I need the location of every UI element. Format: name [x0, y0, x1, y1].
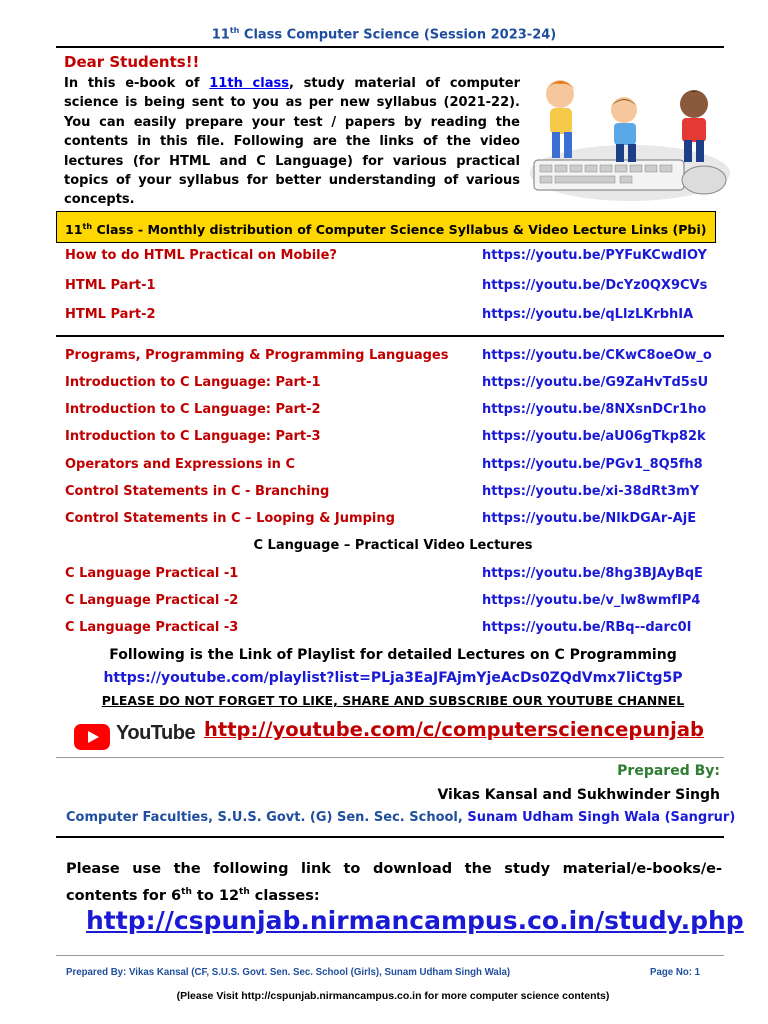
- lecture-title: Control Statements in C – Looping & Jumping: [65, 511, 395, 526]
- lecture-link[interactable]: https://youtu.be/8hg3BJAyBqE: [482, 566, 703, 581]
- subscribe-note: PLEASE DO NOT FORGET TO LIKE, SHARE AND SUBSCRIBE OUR YOUTUBE CHANNEL: [101, 693, 685, 708]
- channel-divider: [56, 757, 724, 758]
- page-header-title: 11th Class Computer Science (Session 2023-24): [211, 26, 557, 43]
- lecture-title: Introduction to C Language: Part-3: [65, 429, 321, 444]
- lecture-title: C Language Practical -3: [65, 620, 239, 635]
- lecture-link[interactable]: https://youtu.be/PYFuKCwdIOY: [482, 248, 707, 263]
- study-material-link[interactable]: http://cspunjab.nirmancampus.co.in/study.php: [86, 906, 744, 935]
- footer-divider: [56, 955, 724, 956]
- channel-link[interactable]: http://youtube.com/c/computersciencepunjab: [204, 718, 704, 741]
- playlist-link[interactable]: https://youtube.com/playlist?list=PLja3EaJFAjmYjeAcDs0ZQdVmx7liCtg5P: [103, 670, 683, 686]
- practical-heading: C Language – Practical Video Lectures: [253, 538, 533, 553]
- lecture-link[interactable]: https://youtu.be/qLlzLKrbhIA: [482, 307, 694, 322]
- eleventh-class-link[interactable]: 11th class: [209, 76, 289, 91]
- intro-paragraph: In this e-book of 11th class, study material of computer science is being sent to you as per new syllabus (2021-22). You can easily prepare your test / papers by reading the contents in this file. Following are the links of the video lectures (for HTML and C Language) for various practical topics of your syllabus for better understanding of various concepts.: [64, 76, 521, 208]
- lecture-link[interactable]: https://youtu.be/RBq--darc0I: [482, 620, 692, 635]
- lecture-link[interactable]: https://youtu.be/CKwC8oeOw_o: [482, 348, 712, 363]
- lecture-link[interactable]: https://youtu.be/aU06gTkp82k: [482, 429, 706, 444]
- lecture-title: C Language Practical -1: [65, 566, 239, 581]
- lecture-title: How to do HTML Practical on Mobile?: [65, 248, 337, 263]
- youtube-logo-text: YouTube: [116, 722, 196, 744]
- lecture-link[interactable]: https://youtu.be/8NXsnDCr1ho: [482, 402, 707, 417]
- lecture-title: HTML Part-2: [65, 307, 156, 322]
- faculty-divider: [56, 836, 724, 838]
- lecture-title: HTML Part-1: [65, 278, 156, 293]
- syllabus-banner: 11th Class - Monthly distribution of Computer Science Syllabus & Video Lecture Links (Pbi): [56, 211, 716, 243]
- lecture-title: Programs, Programming & Programming Languages: [65, 348, 449, 363]
- lecture-title: Operators and Expressions in C: [65, 457, 295, 472]
- greeting: Dear Students!!: [64, 53, 200, 71]
- faculty-info: Computer Faculties, S.U.S. Govt. (G) Sen. Sec. School, Sunam Udham Singh Wala (Sangrur): [66, 810, 736, 825]
- prepared-by-label: Prepared By:: [617, 763, 720, 779]
- youtube-play-icon: [74, 724, 110, 750]
- lecture-title: C Language Practical -2: [65, 593, 239, 608]
- lecture-title: Introduction to C Language: Part-2: [65, 402, 321, 417]
- lecture-link[interactable]: https://youtu.be/DcYz0QX9CVs: [482, 278, 708, 293]
- footer-visit-note: (Please Visit http://cspunjab.nirmancampus.co.in for more computer science contents): [176, 990, 610, 1002]
- page-number: Page No: 1: [650, 967, 701, 978]
- lecture-title: Control Statements in C - Branching: [65, 484, 330, 499]
- playlist-heading: Following is the Link of Playlist for detailed Lectures on C Programming: [109, 647, 677, 663]
- header-divider: [56, 46, 724, 48]
- author-names: Vikas Kansal and Sukhwinder Singh: [437, 787, 720, 803]
- lecture-link[interactable]: https://youtu.be/xi-38dRt3mY: [482, 484, 700, 499]
- lecture-title: Introduction to C Language: Part-1: [65, 375, 321, 390]
- download-instruction: Please use the following link to download the study material/e-books/e-contents for 6th to 12th classes:: [66, 861, 722, 904]
- footer-prepared-by: Prepared By: Vikas Kansal (CF, S.U.S. Govt. Sen. Sec. School (Girls), Sunam Udham Singh Wala): [66, 967, 511, 978]
- lecture-link[interactable]: https://youtu.be/v_lw8wmfIP4: [482, 593, 701, 608]
- section-divider: [56, 335, 724, 337]
- kids-computer-illustration: [524, 68, 736, 208]
- lecture-link[interactable]: https://youtu.be/PGv1_8Q5fh8: [482, 457, 703, 472]
- lecture-link[interactable]: https://youtu.be/G9ZaHvTd5sU: [482, 375, 709, 390]
- lecture-link[interactable]: https://youtu.be/NlkDGAr-AjE: [482, 511, 697, 526]
